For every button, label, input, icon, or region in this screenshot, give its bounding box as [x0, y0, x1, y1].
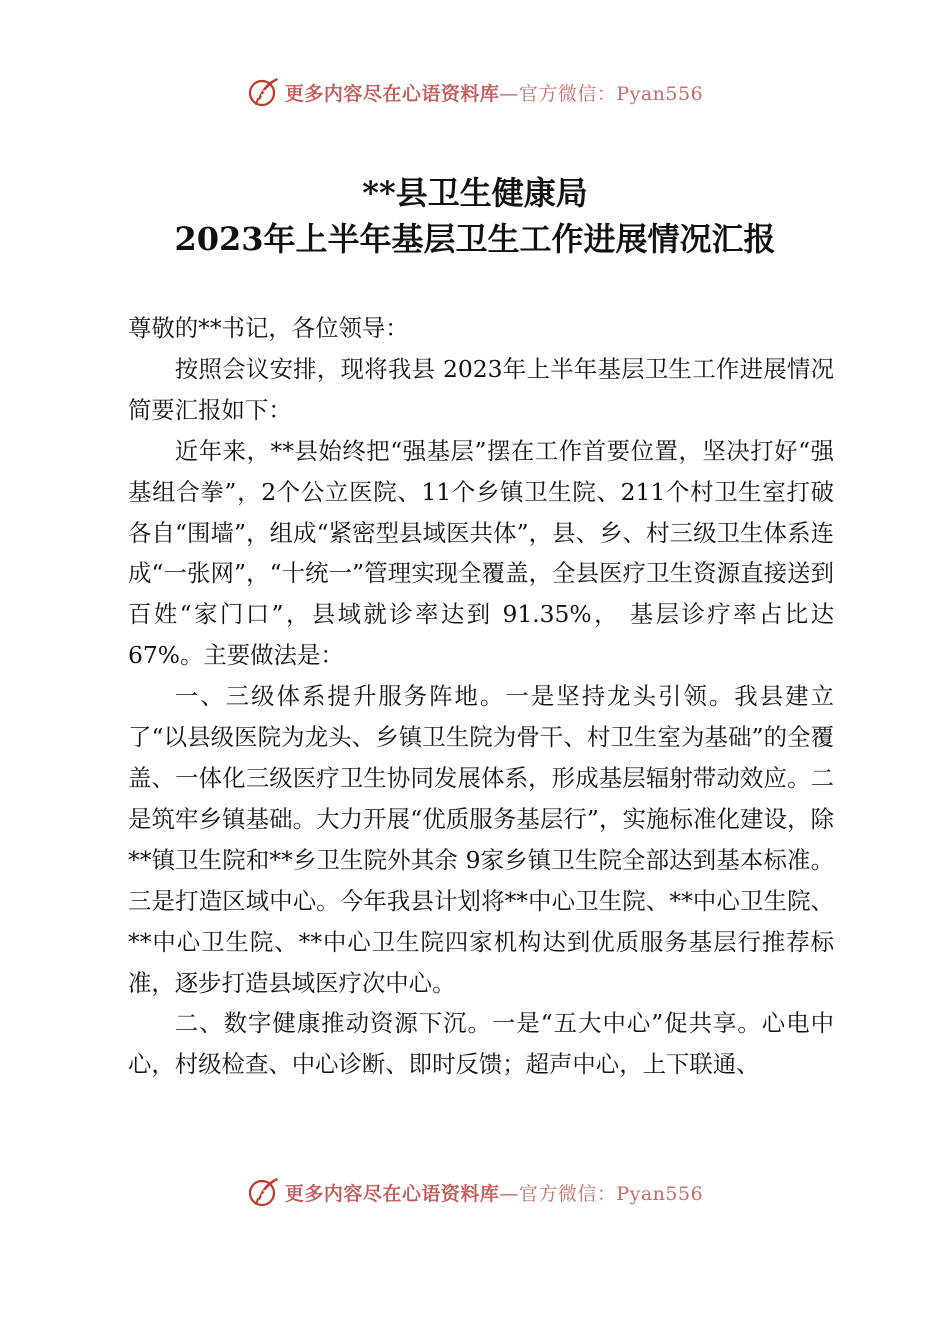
title-line-1: **县卫生健康局: [362, 174, 588, 212]
banner-dash: —: [499, 82, 519, 105]
footer-banner: [0, 1172, 950, 1212]
banner-dash: —: [499, 1182, 519, 1205]
header-banner: [0, 72, 950, 112]
banner-text: [285, 79, 703, 106]
document-body: [128, 308, 834, 1085]
document-title: [0, 170, 950, 262]
title-line-2: 2023年上半年基层卫生工作进展情况汇报: [174, 220, 776, 258]
banner-site-text: 更多内容尽在心语资料库: [284, 82, 500, 105]
paragraph-3: 一、三级体系提升服务阵地。一是坚持龙头引领。我县建立了“以县级医院为龙头、乡镇卫生院为骨干、村卫生室为基础”的全覆盖、一体化三级医疗卫生协同发展体系，形成基层辐射带动效应。二是筑牢乡镇基础。大力开展“优质服务基层行”，实施标准化建设，除**镇卫生院和**乡卫生院外其余 9家乡镇卫生院全部达到基本标准。三是打造区域中心。今年我县计划将**中心卫生院、**中心卫生院、**中心卫生院、**中心卫生院四家机构达到优质服务基层行推荐标准，逐步打造县域医疗次中心。: [128, 682, 834, 997]
salutation: 尊敬的**书记，各位领导：: [128, 314, 409, 342]
banner-text: [285, 1179, 703, 1206]
banner-wechat-text: 官方微信：Pyan556: [518, 82, 704, 105]
feather-pen-logo-icon: [247, 1175, 281, 1209]
feather-pen-logo-icon: [247, 75, 281, 109]
paragraph-4: 二、数字健康推动资源下沉。一是“五大中心”促共享。心电中心，村级检查、中心诊断、即时反馈；超声中心，上下联通、: [128, 1009, 834, 1079]
paragraph-2: 近年来，**县始终把“强基层”摆在工作首要位置，坚决打好“强基组合拳”，2个公立医院、11个乡镇卫生院、211个村卫生室打破各自“围墙”，组成“紧密型县域医共体”，县、乡、村三级卫生体系连成“一张网”，“十统一”管理实现全覆盖，全县医疗卫生资源直接送到百姓“家门口”，县域就诊率达到 91.35%， 基层诊疗率占比达 67%。主要做法是：: [128, 436, 834, 670]
paragraph-1: 按照会议安排，现将我县 2023年上半年基层卫生工作进展情况简要汇报如下：: [128, 354, 834, 424]
banner-wechat-text: 官方微信：Pyan556: [518, 1182, 704, 1205]
banner-site-text: 更多内容尽在心语资料库: [284, 1182, 500, 1205]
